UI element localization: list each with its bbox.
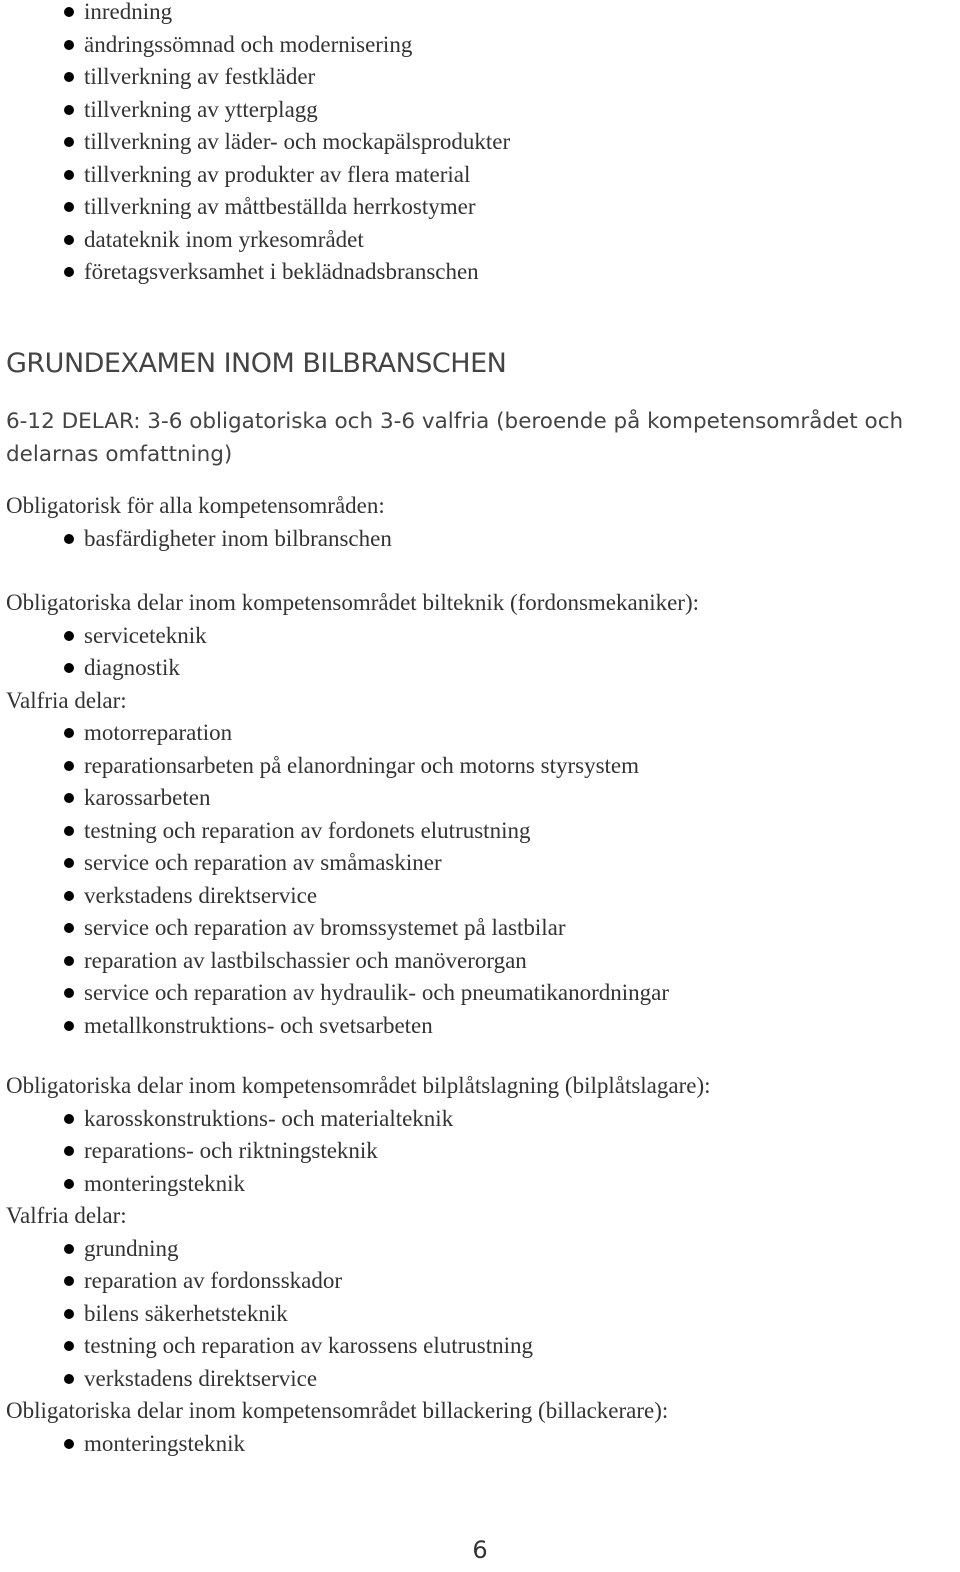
list-item: motorreparation <box>0 717 960 750</box>
bullet-icon <box>64 1114 74 1124</box>
bullet-icon <box>64 793 74 803</box>
bullet-icon <box>64 761 74 771</box>
section-parts-description: 6-12 DELAR: 3-6 obligatoriska och 3-6 valfria (beroende på kompetensområdet och delarnas omfattning) <box>6 409 904 467</box>
list-item: verkstadens direktservice <box>0 1363 960 1396</box>
bullet-icon <box>64 1146 74 1156</box>
bullet-icon <box>64 1341 74 1351</box>
bilplatslagning-optional-label: Valfria delar: <box>6 1203 127 1228</box>
bullet-icon <box>64 826 74 836</box>
list-item: serviceteknik <box>0 620 960 653</box>
bullet-icon <box>64 40 74 50</box>
bullet-icon <box>64 1276 74 1286</box>
all-areas-label: Obligatorisk för alla kompetensområden: <box>6 493 385 518</box>
list-item: tillverkning av måttbeställda herrkostymer <box>0 191 510 224</box>
bullet-icon <box>64 235 74 245</box>
bilteknik-mandatory-list <box>0 620 960 685</box>
all-areas-block <box>0 490 960 555</box>
bilteknik-block <box>0 587 960 1042</box>
bilplatslagning-optional-list <box>0 1233 960 1396</box>
bullet-icon <box>64 891 74 901</box>
bullet-icon <box>64 170 74 180</box>
billackering-label: Obligatoriska delar inom kompetensområdet billackering (billackerare): <box>6 1398 669 1423</box>
page-number: 6 <box>472 1536 488 1564</box>
bullet-icon <box>64 137 74 147</box>
bullet-icon <box>64 1374 74 1384</box>
top-bullet-list <box>0 0 510 289</box>
bullet-icon <box>64 105 74 115</box>
list-item: inredning <box>0 0 510 29</box>
bilplatslagning-block <box>0 1070 960 1460</box>
list-item: monteringsteknik <box>0 1428 960 1461</box>
bullet-icon <box>64 1439 74 1449</box>
list-item: metallkonstruktions- och svetsarbeten <box>0 1010 960 1043</box>
list-item: karosskonstruktions- och materialteknik <box>0 1103 960 1136</box>
list-item: tillverkning av läder- och mockapälsprodukter <box>0 126 510 159</box>
billackering-mandatory-list <box>0 1428 960 1461</box>
bullet-icon <box>64 631 74 641</box>
list-item: datateknik inom yrkesområdet <box>0 224 510 257</box>
bullet-icon <box>64 202 74 212</box>
list-item: verkstadens direktservice <box>0 880 960 913</box>
list-item: service och reparation av hydraulik- och pneumatikanordningar <box>0 977 960 1010</box>
list-item: diagnostik <box>0 652 960 685</box>
bullet-icon <box>64 534 74 544</box>
section-title: GRUNDEXAMEN INOM BILBRANSCHEN <box>6 348 507 379</box>
bullet-icon <box>64 1021 74 1031</box>
bullet-icon <box>64 72 74 82</box>
list-item: ändringssömnad och modernisering <box>0 29 510 62</box>
bullet-icon <box>64 956 74 966</box>
list-item: karossarbeten <box>0 782 960 815</box>
list-item: grundning <box>0 1233 960 1266</box>
list-item: service och reparation av bromssystemet på lastbilar <box>0 912 960 945</box>
bilplatslagning-label: Obligatoriska delar inom kompetensområdet bilplåtslagning (bilplåtslagare): <box>6 1073 711 1098</box>
bilteknik-label: Obligatoriska delar inom kompetensområdet bilteknik (fordonsmekaniker): <box>6 590 700 615</box>
bilteknik-optional-list <box>0 717 960 1042</box>
bullet-icon <box>64 923 74 933</box>
list-item: bilens säkerhetsteknik <box>0 1298 960 1331</box>
list-item: testning och reparation av karossens elutrustning <box>0 1330 960 1363</box>
list-item: basfärdigheter inom bilbranschen <box>0 523 960 556</box>
bullet-icon <box>64 858 74 868</box>
list-item: företagsverksamhet i beklädnadsbranschen <box>0 256 510 289</box>
bilplatslagning-mandatory-list <box>0 1103 960 1201</box>
bullet-icon <box>64 7 74 17</box>
list-item: tillverkning av ytterplagg <box>0 94 510 127</box>
list-item: reparations- och riktningsteknik <box>0 1135 960 1168</box>
list-item: reparation av lastbilschassier och manöverorgan <box>0 945 960 978</box>
list-item: tillverkning av festkläder <box>0 61 510 94</box>
all-areas-list <box>0 523 960 556</box>
bullet-icon <box>64 1309 74 1319</box>
list-item: service och reparation av småmaskiner <box>0 847 960 880</box>
list-item: reparationsarbeten på elanordningar och motorns styrsystem <box>0 750 960 783</box>
bilteknik-optional-label: Valfria delar: <box>6 687 127 713</box>
bullet-icon <box>64 988 74 998</box>
bullet-icon <box>64 1244 74 1254</box>
bullet-icon <box>64 1179 74 1189</box>
list-item: reparation av fordonsskador <box>0 1265 960 1298</box>
bullet-icon <box>64 728 74 738</box>
bullet-icon <box>64 663 74 673</box>
list-item: tillverkning av produkter av flera material <box>0 159 510 192</box>
list-item: monteringsteknik <box>0 1168 960 1201</box>
list-item: testning och reparation av fordonets elutrustning <box>0 815 960 848</box>
bullet-icon <box>64 267 74 277</box>
